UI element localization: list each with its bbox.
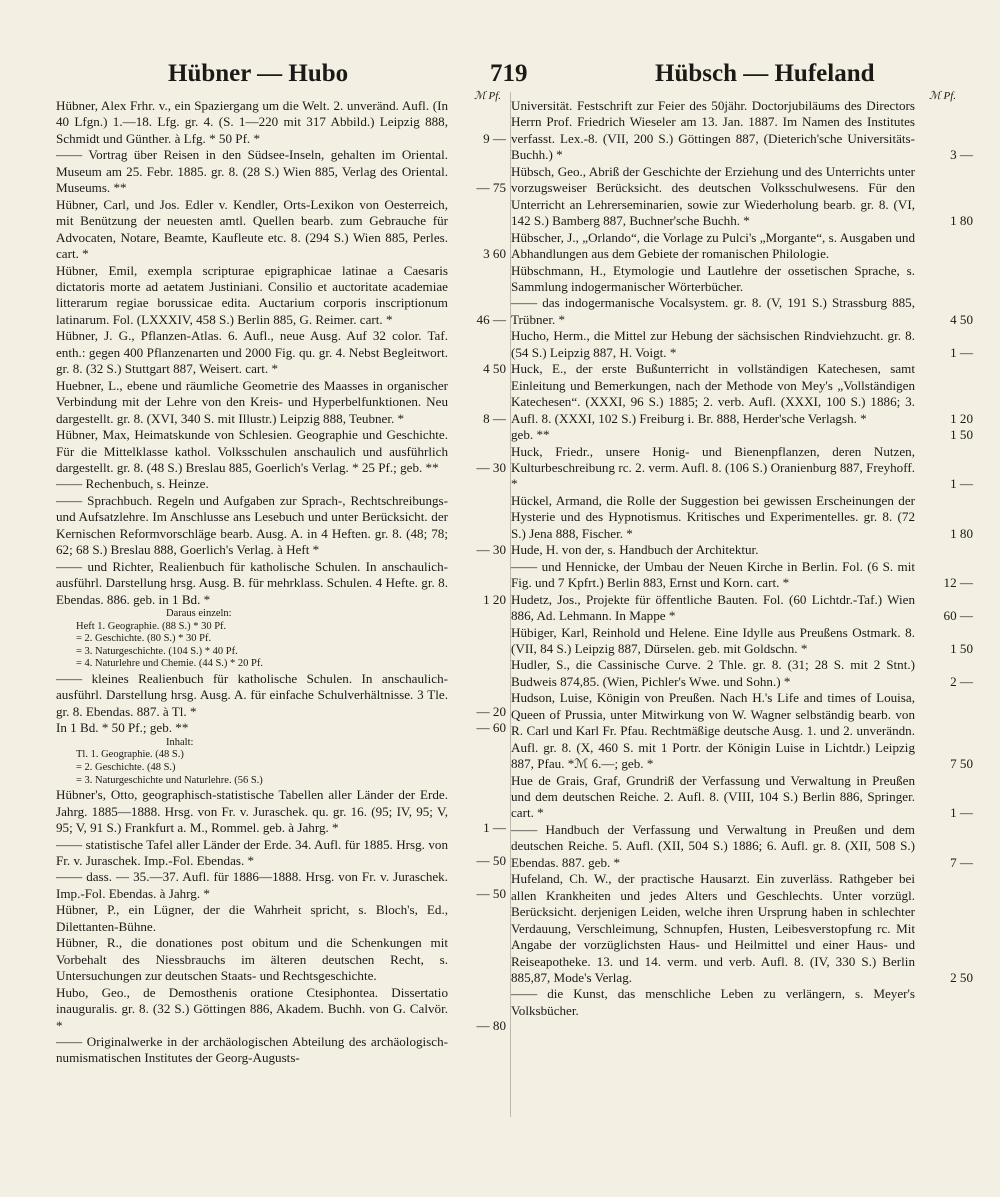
catalog-entry [511, 690, 973, 772]
entry-text: Universität. Festschrift zur Feier des 50jähr. Doctorjubiläums des Directors Herrn Prof. Friedrich Wieseler am 13. Jan. 1887. Im Namen des Institutes verfasst. Lex.-8. (VII, 200 S.) Göttingen 887, (Dieterich'sche Universitäts-Buchh.) * [511, 98, 915, 163]
entry-text: Hübiger, Karl, Reinhold und Helene. Eine Idylle aus Preußens Ostmark. 8. (VII, 84 S.) Leipzig 887, Dürselen. geb. mit Goldschn. * [511, 624, 915, 656]
entry-price: — 75 [476, 180, 506, 196]
sub-entry: = 2. Geschichte. (48 S.) [76, 762, 176, 774]
sub-entry: = 3. Naturgeschichte. (104 S.) * 40 Pf. [76, 645, 238, 657]
entry-text: Hudler, S., die Cassinische Curve. 2 Thle. gr. 8. (31; 28 S. mit 2 Stnt.) Budweis 874,85. (Wien, Pichler's Wwe. und Sohn.) * [511, 657, 915, 689]
entry-text: Hude, H. von der, s. Handbuch der Architektur. [511, 542, 759, 558]
catalog-entry [56, 1034, 506, 1067]
entry-text: Hübner, P., ein Lügner, der die Wahrheit spricht, s. Bloch's, Ed., Dilettanten-Bühne. [56, 902, 448, 934]
catalog-entry [56, 985, 506, 1034]
sub-entry: = 3. Naturgeschichte und Naturlehre. (56 S.) [76, 774, 263, 786]
entry-price: 9 — [483, 130, 506, 146]
catalog-entry [56, 935, 506, 984]
entry-price: — 80 [476, 1017, 506, 1033]
entry-price: 4 50 [950, 311, 973, 327]
catalog-entry [56, 902, 506, 935]
entry-text: Hübschmann, H., Etymologie und Lautlehre der ossetischen Sprache, s. Sammlung indogermanischer Wörterbücher. [511, 262, 915, 294]
entry-text: —— statistische Tafel aller Länder der Erde. 34. Aufl. für 1885. Hrsg. von Fr. v. Juraschek. Imp.-Fol. Ebendas. * [56, 836, 448, 869]
entry-text: Hübner, Emil, exempla scripturae epigraphicae latinae a Caesaris dictatoris morte ad aetatem Justiniani. Consilio et auctoritate academiae litterarum regiae borussicae edita. Auctarium corporis inscriptionum latinarum. Fol. (LXXXIV, 458 S.) Berlin 885, G. Reimer. cart. * [56, 262, 448, 327]
page-number: 719 [490, 60, 528, 87]
entry-price: 8 — [483, 410, 506, 426]
entry-text: Hudetz, Jos., Projekte für öffentliche Bauten. Fol. (60 Lichtdr.-Taf.) Wien 886, Ad. Lehmann. In Mappe * [511, 591, 915, 624]
catalog-entry [511, 230, 973, 263]
catalog-entry [56, 427, 506, 476]
entry-text: —— das indogermanische Vocalsystem. gr. 8. (V, 191 S.) Strassburg 885, Trübner. * [511, 295, 915, 327]
entry-text: Huck, Friedr., unsere Honig- und Bienenpflanzen, deren Nutzen, Kulturbeschreibung rc. 2. verm. Aufl. 8. (106 S.) Oranienburg 887, Freyhoff. * [511, 443, 915, 492]
entry-text: Hue de Grais, Graf, Grundriß der Verfassung und Verwaltung in Preußen und dem deutschen Reiche. 2. Aufl. 8. (VIII, 104 S.) Berlin 886, Springer. cart. * [511, 772, 915, 821]
catalog-entry [56, 720, 506, 736]
entry-text: geb. ** [511, 427, 550, 443]
catalog-entry [511, 263, 973, 296]
entry-price: 1 50 [950, 640, 973, 656]
catalog-entry [56, 559, 506, 608]
catalog-entry [56, 197, 506, 263]
catalog-entry [511, 328, 973, 361]
entry-text: Hübner, R., die donationes post obitum und die Schenkungen mit Vorbehalt des Niessbrauchs im älteren deutschen Recht, s. Untersuchungen zur deutschen Staats- und Rechtsgeschichte. [56, 935, 448, 984]
entry-text: In 1 Bd. * 50 Pf.; geb. ** [56, 720, 189, 736]
entry-text: —— und Hennicke, der Umbau der Neuen Kirche in Berlin. Fol. (6 S. mit Fig. und 7 Kpfrt.) Berlin 883, Ernst und Korn. cart. * [511, 558, 915, 591]
entry-text: Hückel, Armand, die Rolle der Suggestion bei gewissen Erscheinungen der Hysterie und des Hypnotismus. Kritisches und Experimentelles. gr. 8. (72 S.) Jena 888, Fischer. * [511, 492, 915, 541]
entry-price: 1 — [950, 805, 973, 821]
entry-text: —— Rechenbuch, s. Heinze. [56, 476, 209, 492]
right-column [511, 98, 973, 1019]
entry-text: —— und Richter, Realienbuch für katholische Schulen. In anschaulich-ausführl. Darstellung hrsg. Ausg. B. für mehrklass. Schulen. 4 Hefte. gr. 8. Ebendas. 886. geb. in 1 Bd. * [56, 558, 448, 607]
entry-price: — 30 [476, 459, 506, 475]
sub-entry: Daraus einzeln: [166, 608, 232, 620]
entry-price: 1 20 [950, 410, 973, 426]
entry-price: — 30 [476, 542, 506, 558]
entry-text: Hudson, Luise, Königin von Preußen. Nach H.'s Life and times of Louisa, Queen of Prussia, unter Mitwirkung von W. Wagner selbständig bearb. von R. Carl und Karl Fr. Pfau. Rechtmäßige deutsche Ausg. 1. und 2. unverändn. Aufl. gr. 8. (X, 460 S. mit 1 Portr. der Königin Luise in Lichtdr.) Leipzig 887, Pfau. *ℳ 6.—; geb. * [511, 690, 915, 772]
catalog-entry [511, 986, 973, 1019]
left-column [56, 98, 506, 1067]
currency-header-right: ℳ Pf. [929, 90, 957, 102]
entry-text: —— kleines Realienbuch für katholische Schulen. In anschaulich-ausführl. Darstellung hrsg. Ausg. A. für einfache Schulverhältnisse. 3 Tle. gr. 8. Ebendas. 887. à Tl. * [56, 671, 448, 719]
entry-price: 12 — [943, 575, 973, 591]
catalog-entry [511, 657, 973, 690]
catalog-entry [511, 592, 973, 625]
catalog-entry [511, 822, 973, 871]
catalog-entry [56, 147, 506, 196]
entry-price: 3 60 [483, 246, 506, 262]
entry-text: Hübner, J. G., Pflanzen-Atlas. 6. Aufl., neue Ausg. Auf 32 color. Taf. enth.: gegen 400 Pflanzenarten und 2000 Fig. qu. gr. 4. Nebst Begleitwort. gr. 8. (32 S.) Stuttgart 887, Weisert. cart. * [56, 328, 448, 377]
entry-price: — 50 [476, 885, 506, 901]
entry-price: 1 — [950, 344, 973, 360]
currency-header-left: ℳ Pf. [474, 90, 502, 102]
catalog-entry [511, 542, 973, 558]
entry-price: 60 — [943, 608, 973, 624]
entry-price: 4 50 [483, 361, 506, 377]
running-head-left: Hübner — Hubo [168, 60, 349, 87]
entry-price: 1 50 [950, 427, 973, 443]
catalog-entry [511, 361, 973, 427]
catalog-entry [56, 869, 506, 902]
catalog-entry [511, 773, 973, 822]
entry-text: —— Sprachbuch. Regeln und Aufgaben zur Sprach-, Rechtschreibungs- und Aufsatzlehre. Im Anschlusse ans Lesebuch und unter Berücksicht. der Kernischen Reformvorschläge bearb. Ausg. A. in 4 Heften. gr. 8. (48; 78; 62; 68 S.) Breslau 888, Goerlich's Verlag. à Heft * [56, 492, 448, 558]
entry-price: 1 20 [483, 591, 506, 607]
catalog-entry [56, 263, 506, 329]
entry-text: —— die Kunst, das menschliche Leben zu verlängern, s. Meyer's Volksbücher. [511, 986, 915, 1018]
catalog-entry [511, 559, 973, 592]
catalog-entry [511, 444, 973, 493]
sub-entry: = 2. Geschichte. (80 S.) * 30 Pf. [76, 633, 212, 645]
catalog-entry [56, 837, 506, 870]
entry-text: Hübner's, Otto, geographisch-statistische Tabellen aller Länder der Erde. Jahrg. 1885—1888. Hrsg. von Fr. v. Juraschek. qu. gr. 16. (95; IV, 95; V, 95; V, 91 S.) Frankfurt a. M., Rommel. geb. à Jahrg. * [56, 787, 448, 836]
entry-price: 1 80 [950, 213, 973, 229]
catalog-entry [511, 295, 973, 328]
entry-text: Hübner, Max, Heimatskunde von Schlesien. Geographie und Geschichte. Für die Mittelklasse kathol. Volksschulen anschaulich und ausführlich dargestellt. gr. 8. (48 S.) Breslau 885, Goerlich's Verlag. * 25 Pf.; geb. ** [56, 427, 448, 475]
sub-entry: = 4. Naturlehre und Chemie. (44 S.) * 20 Pf. [76, 658, 264, 670]
entry-price: — 60 [476, 720, 506, 736]
entry-text: Hübner, Alex Frhr. v., ein Spaziergang um die Welt. 2. unveränd. Aufl. (In 40 Lfgn.) 1.—18. Lfg. gr. 4. (S. 1—220 mit 317 Abbild.) Leipzig 888, Schmidt und Günther. à Lfg. * 50 Pf. * [56, 98, 448, 146]
entry-text: Hübner, Carl, und Jos. Edler v. Kendler, Orts-Lexikon von Oesterreich, mit Benützung der neuesten amtl. Quellen bearb. zum Gebrauche für Advocaten, Notare, Beamte, Kaufleute etc. 8. (294 S.) Wien 885, Perles. cart. * [56, 196, 448, 262]
catalog-entry [511, 98, 973, 164]
entry-text: —— Vortrag über Reisen in den Südsee-Inseln, gehalten im Oriental. Museum am 25. Febr. 1885. gr. 8. (28 S.) Wien 885, Verlag des Oriental. Museums. ** [56, 147, 448, 196]
entry-price: 7 50 [950, 756, 973, 772]
sub-entry: Heft 1. Geographie. (88 S.) * 30 Pf. [76, 620, 227, 632]
entry-text: Hübscher, J., „Orlando“, die Vorlage zu Pulci's „Morgante“, s. Ausgaben und Abhandlungen aus dem Gebiete der romanischen Philologie. [511, 229, 915, 262]
catalog-entry [56, 787, 506, 836]
entry-text: —— Originalwerke in der archäologischen Abteilung des archäologisch-numismatischen Institutes der Georg-Augusts- [56, 1034, 448, 1066]
entry-price: 2 50 [950, 970, 973, 986]
catalog-entry [511, 493, 973, 542]
catalog-entry [56, 671, 506, 720]
entry-price: — 20 [476, 703, 506, 719]
catalog-entry [511, 871, 973, 986]
entry-price: 1 — [950, 476, 973, 492]
entry-price: — 50 [476, 853, 506, 869]
entry-text: Hucho, Herm., die Mittel zur Hebung der sächsischen Rindviehzucht. gr. 8. (54 S.) Leipzig 887, H. Voigt. * [511, 328, 915, 360]
entry-text: Hufeland, Ch. W., der practische Hausarzt. Ein zuverläss. Rathgeber bei allen Krankheiten und jedes Alters und Geschlechts. Unter vorzügl. Berücksicht. derjenigen Leiden, welche ihren Ursprung haben in schlechter Verdauung, Verschleimung, Schnupfen, Husten, Leibesverstopfung rc. Mit Angabe der vorzüglichsten Haus- und Heilmittel und einer Haus- und Reiseapotheke. 13. und 14. verm. und verb. Aufl. 8. (IV, 330 S.) Berlin 885,87, Mode's Verlag. [511, 871, 915, 986]
catalog-entry [56, 98, 506, 147]
entry-price: 3 — [950, 147, 973, 163]
entry-text: —— Handbuch der Verfassung und Verwaltung in Preußen und dem deutschen Reiche. 5. Aufl. (XII, 504 S.) 1886; 6. Aufl. gr. 8. (XII, 508 S.) Ebendas. 887. geb. * [511, 821, 915, 870]
entry-text: Huebner, L., ebene und räumliche Geometrie des Maasses in organischer Verbindung mit der Lehre von den Kreis- und Hyperbelfunktionen. Neu dargestellt. gr. 8. (XVI, 340 S. mit Illustr.) Leipzig 888, Teubner. * [56, 377, 448, 426]
catalog-entry [511, 427, 973, 443]
entry-text: Hübsch, Geo., Abriß der Geschichte der Erziehung und des Unterrichts unter vorzugsweiser Berücksicht. des deutschen Volksschulwesens. Für den Unterricht an Lehrerseminarien, sowie zur Wiederholung bearb. gr. 8. (VI, 142 S.) Bamberg 887, Buchner'sche Buchh. * [511, 163, 915, 229]
running-head-right: Hübsch — Hufeland [655, 60, 875, 87]
entry-price: 46 — [476, 311, 506, 327]
catalog-entry [56, 378, 506, 427]
catalog-entry [56, 328, 506, 377]
entry-text: Hubo, Geo., de Demosthenis oratione Ctesiphontea. Dissertatio inauguralis. gr. 8. (32 S.) Göttingen 886, Akadem. Buchh. von G. Calvör. * [56, 984, 448, 1033]
catalog-entry [56, 493, 506, 559]
entry-price: 1 — [483, 820, 506, 836]
entry-price: 2 — [950, 673, 973, 689]
sub-entry: Inhalt: [166, 736, 194, 748]
catalog-entry [511, 164, 973, 230]
entry-price: 1 80 [950, 525, 973, 541]
entry-text: —— dass. — 35.—37. Aufl. für 1886—1888. Hrsg. von Fr. v. Juraschek. Imp.-Fol. Ebendas. à Jahrg. * [56, 869, 448, 901]
catalog-entry [511, 625, 973, 658]
catalog-entry [56, 476, 506, 492]
sub-entry: Tl. 1. Geographie. (48 S.) [76, 749, 184, 761]
entry-price: 7 — [950, 854, 973, 870]
entry-text: Huck, E., der erste Bußunterricht in vollständigen Katechesen, samt Einleitung und Bemerkungen, nach der Methode von Mey's „Vollständigen Katechesen“. (XXXI, 96 S.) 1885; 2. verb. Aufl. (XXXI, 100 S.) 1886; 3. Aufl. 8. (XXXI, 102 S.) Freiburg i. Br. 888, Herder'sche Verlagsh. * [511, 361, 915, 426]
